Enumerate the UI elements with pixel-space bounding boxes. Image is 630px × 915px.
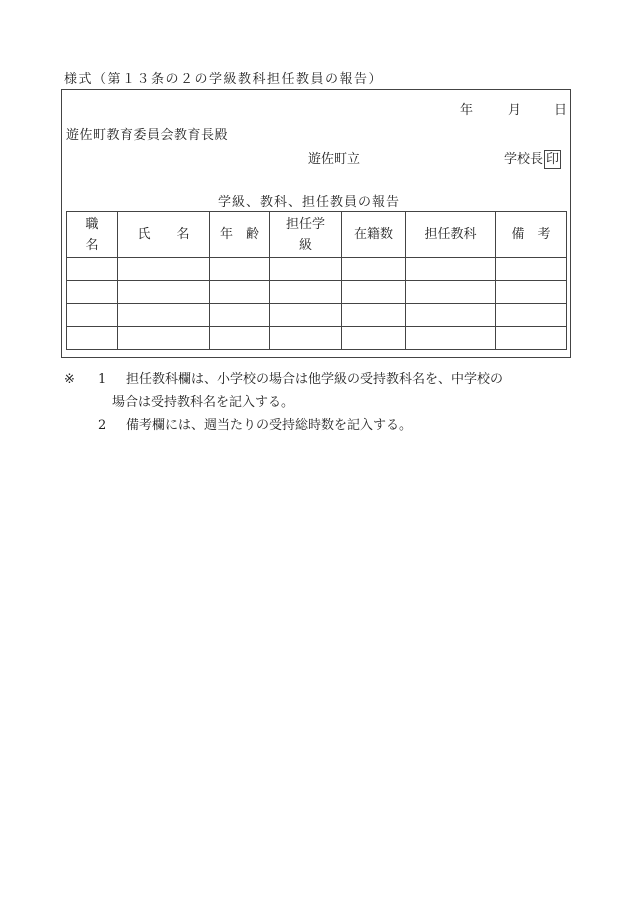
table-cell-remarks[interactable]	[496, 304, 567, 327]
table-cell-position[interactable]	[67, 258, 118, 281]
seal-box: 印	[546, 152, 560, 167]
table-cell-subject[interactable]	[406, 304, 496, 327]
table-cell-position[interactable]	[67, 304, 118, 327]
header-line: 年 齢	[219, 227, 259, 242]
table-cell-name[interactable]	[118, 304, 210, 327]
report-form-frame	[61, 89, 571, 358]
table-cell-enrollment[interactable]	[342, 304, 406, 327]
note-number: 2	[98, 418, 107, 433]
header-line: 氏 名	[137, 227, 190, 242]
table-cell-name[interactable]	[118, 281, 210, 304]
table-cell-homeroom[interactable]	[270, 304, 342, 327]
table-cell-subject[interactable]	[406, 281, 496, 304]
header-enrollment	[342, 212, 406, 258]
header-line: 備 考	[511, 227, 551, 242]
table-cell-homeroom[interactable]	[270, 327, 342, 350]
table-cell-enrollment[interactable]	[342, 327, 406, 350]
date-day-label: 日	[554, 103, 568, 118]
table-cell-enrollment[interactable]	[342, 258, 406, 281]
header-line: 担任学	[285, 216, 325, 232]
table-cell-remarks[interactable]	[496, 258, 567, 281]
date-month-label: 月	[508, 103, 522, 118]
table-cell-subject[interactable]	[406, 258, 496, 281]
principal-signature	[504, 148, 561, 169]
header-line: 担任教科	[424, 227, 477, 242]
table-row	[67, 327, 567, 350]
header-line: 級	[298, 237, 312, 253]
table-cell-name[interactable]	[118, 327, 210, 350]
header-line: 名	[85, 237, 99, 253]
note-number: 1	[98, 372, 107, 387]
header-homeroom	[270, 212, 342, 258]
table-cell-age[interactable]	[210, 304, 270, 327]
table-header-row	[67, 212, 567, 258]
table-cell-subject[interactable]	[406, 327, 496, 350]
report-heading: 学級、教科、担任教員の報告	[218, 195, 401, 210]
header-line: 在籍数	[353, 227, 393, 242]
addressee: 遊佐町教育委員会教育長殿	[66, 128, 229, 143]
table-cell-age[interactable]	[210, 258, 270, 281]
table-cell-homeroom[interactable]	[270, 281, 342, 304]
school-prefix: 遊佐町立	[308, 152, 361, 167]
principal-label: 学校長	[504, 152, 544, 167]
table-cell-position[interactable]	[67, 281, 118, 304]
reference-mark: ※	[64, 372, 75, 387]
note-text: 場合は受持教科名を記入する。	[112, 395, 295, 410]
table-cell-name[interactable]	[118, 258, 210, 281]
report-table	[66, 211, 567, 350]
table-cell-homeroom[interactable]	[270, 258, 342, 281]
table-cell-age[interactable]	[210, 281, 270, 304]
header-position	[67, 212, 118, 258]
header-line: 職	[85, 216, 99, 232]
header-remarks	[496, 212, 567, 258]
table-cell-remarks[interactable]	[496, 281, 567, 304]
table-cell-age[interactable]	[210, 327, 270, 350]
date-year-label: 年	[460, 103, 474, 118]
header-name	[118, 212, 210, 258]
form-title: 様式（第１３条の２の学級教科担任教員の報告）	[64, 72, 384, 87]
table-cell-remarks[interactable]	[496, 327, 567, 350]
header-subject	[406, 212, 496, 258]
table-row	[67, 304, 567, 327]
note-text: 担任教科欄は、小学校の場合は他学級の受持教科名を、中学校の	[126, 372, 504, 387]
table-cell-enrollment[interactable]	[342, 281, 406, 304]
header-age	[210, 212, 270, 258]
table-row	[67, 281, 567, 304]
note-text: 備考欄には、週当たりの受持総時数を記入する。	[126, 418, 413, 433]
table-cell-position[interactable]	[67, 327, 118, 350]
table-row	[67, 258, 567, 281]
